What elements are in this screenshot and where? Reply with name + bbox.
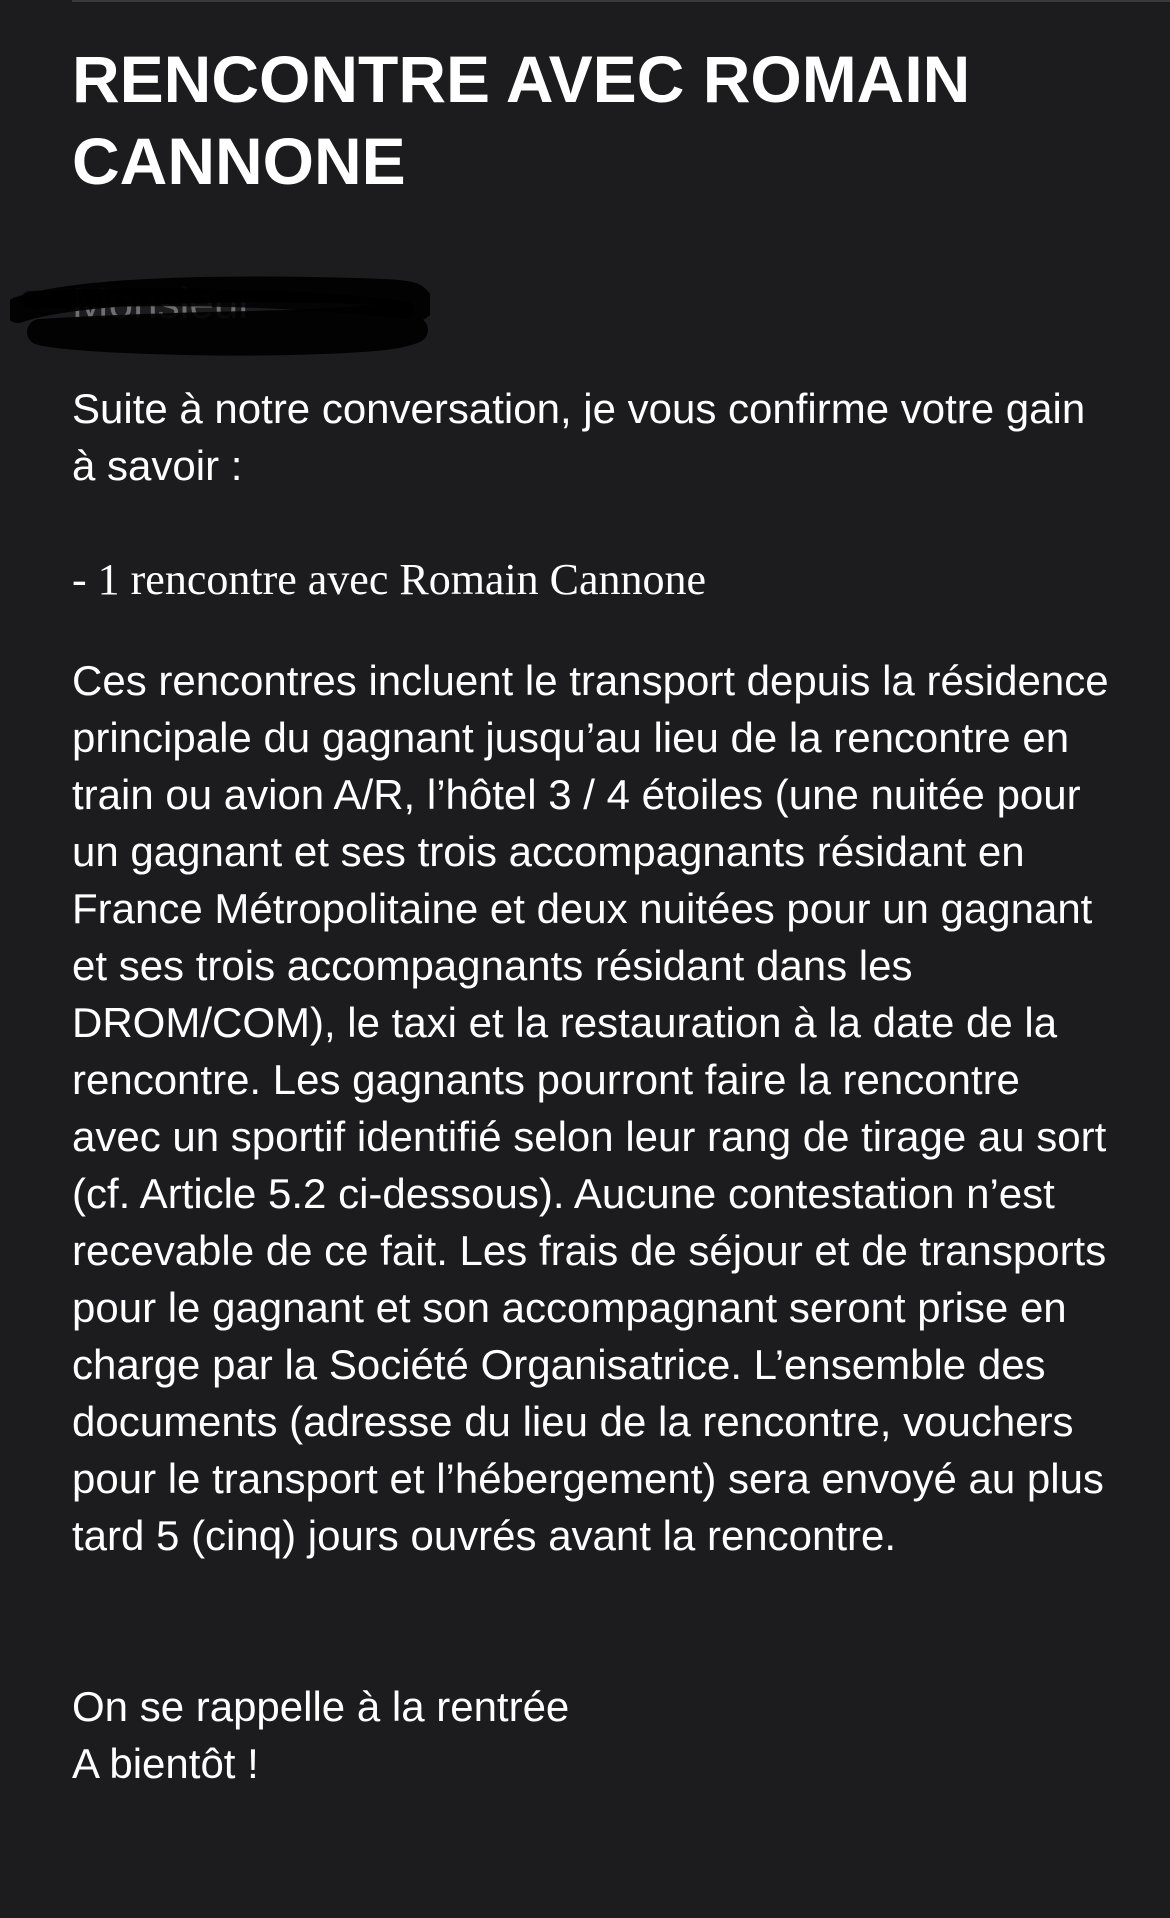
intro-paragraph: Suite à notre conversation, je vous confirme votre gain à savoir :	[72, 385, 1086, 489]
message-body	[72, 0, 1112, 1792]
redaction-scribble	[10, 270, 430, 360]
salutation-text: Monsieur	[72, 279, 253, 328]
message-title: RENCONTRE AVEC ROMAIN CANNONE	[72, 42, 971, 198]
closing-block	[72, 1678, 1112, 1792]
closing-line-2: A bientôt !	[72, 1740, 259, 1787]
salutation-area	[72, 276, 1112, 336]
details-paragraph: Ces rencontres incluent le transport depuis la résidence principale du gagnant jusqu’au lieu de la rencontre en train ou avion A/R, l’hôtel 3 / 4 étoiles (une nuitée pour un gagnant et ses trois accompagnants résidant en France Métropolitaine et deux nuitées pour un gagnant et ses trois accompagnants résidant dans les DROM/COM), le taxi et la restauration à la date de la rencontre. Les gagnants pourront faire la rencontre avec un sportif identifié selon leur rang de tirage au sort (cf. Article 5.2 ci-dessous). Aucune contestation n’est recevable de ce fait. Les frais de séjour et de transports pour le gagnant et son accompagnant seront prise en charge par la Société Organisatrice. L’ensemble des documents (adresse du lieu de la rencontre, vouchers pour le transport et l’hébergement) sera envoyé au plus tard 5 (cinq) jours ouvrés avant la rencontre.	[72, 657, 1109, 1559]
closing-line-1: On se rappelle à la rentrée	[72, 1683, 570, 1730]
prize-line: - 1 rencontre avec Romain Cannone	[72, 555, 707, 604]
